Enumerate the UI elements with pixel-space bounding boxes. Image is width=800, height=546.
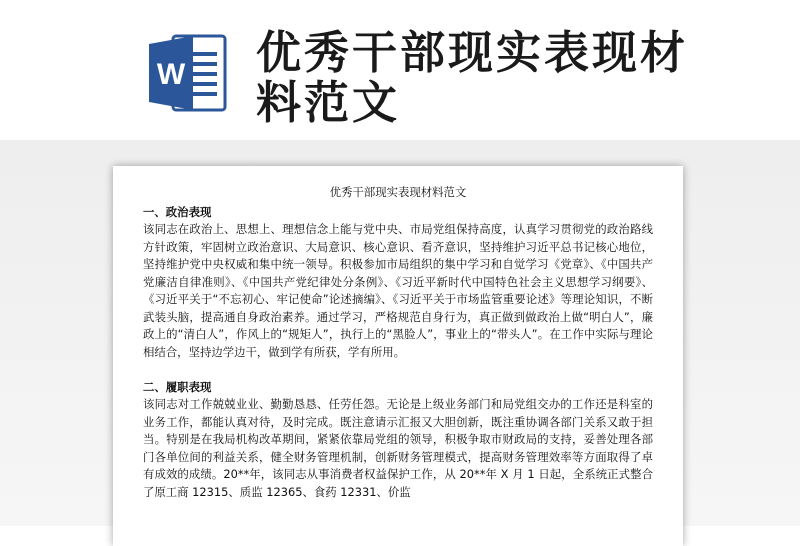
document-body: [143, 184, 653, 501]
section-body-political: 该同志在政治上、思想上、理想信念上能与党中央、市局党组保持高度，认真学习贯彻党的政治路线方针政策，牢固树立政治意识、大局意识、核心意识、看齐意识，坚持维护习近平总书记核心地位，坚持维护党中央权威和集中统一领导。积极参加市局组织的集中学习和自觉学习《党章》、《中国共产党廉洁自律准则》、《中国共产党纪律处分条例》、《习近平新时代中国特色社会主义思想学习纲要》、《习近平关于“不忘初心、牢记使命”论述摘编》、《习近平关于市场监管重要论述》等理论知识，不断武装头脑，提高通自身政治素养。通过学习，严格规范自身行为，真正做到做政治上做“明白人”，廉政上的“清白人”，作风上的“规矩人”，执行上的“黑脸人”，事业上的“带头人”。在工作中实际与理论相结合，坚持边学边干，做到学有所获，学有所用。: [143, 222, 653, 359]
word-document-icon: [147, 32, 229, 114]
document-title: 优秀干部现实表现材料范文: [329, 185, 467, 199]
document-page[interactable]: [113, 166, 683, 546]
banner-title: 优秀干部现实表现材料范文: [256, 26, 689, 129]
paragraph-gap: [143, 361, 653, 379]
svg-text:W: W: [156, 58, 186, 91]
section-heading-political: 一、政治表现: [143, 204, 212, 219]
section-body-duty: 该同志对工作兢兢业业、勤勤恳恳、任劳任怨。无论是上级业务部门和局党组交办的工作还是科室的业务工作，都能认真对待，及时完成。既注意请示汇报又大胆创新，既注重协调各部门关系又敢于担当。特别是在我局机构改革期间，紧紧依靠局党组的领导，积极争取市财政局的支持，妥善处理各部门各单位间的利益关系，健全财务管理机制，创新财务管理模式，提高财务管理效率等方面取得了卓有成效的成绩。20**年，该同志从事消费者权益保护工作，从 20**年 X 月 1 日起，全系统正式整合了原工商 12315、质监 12365、食药 12331、价监: [143, 397, 653, 499]
section-heading-duty: 二、履职表现: [143, 379, 212, 394]
header-banner: [0, 0, 800, 140]
